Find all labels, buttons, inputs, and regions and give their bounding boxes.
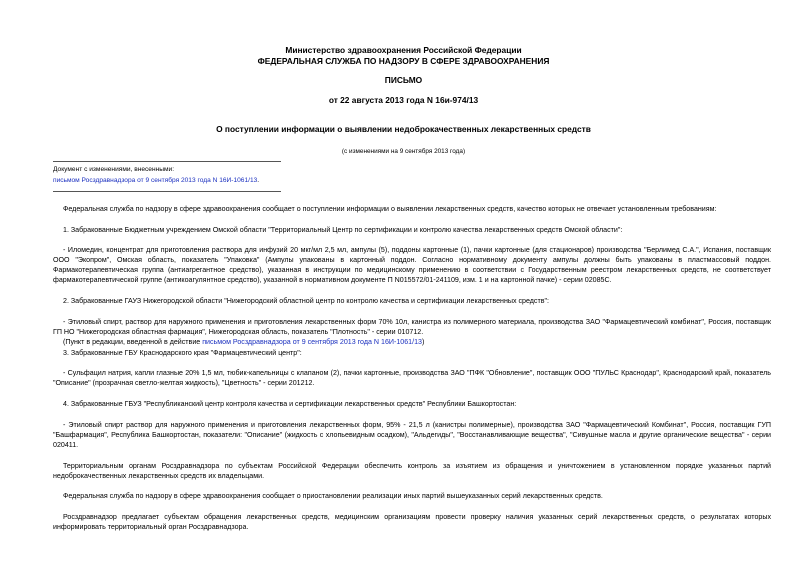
- document-date-number: от 22 августа 2013 года N 16и-974/13: [328, 95, 479, 105]
- paragraph-4-item: - Этиловый спирт раствор для наружного применения и приготовления лекарственных форм, 95% - 21,5 л (канистры полимерные), производства ЗАО "Фармацевтический Комбинат", Россия, поставщик ГУП "Башфармация", Республика Башкортостан, показатели: "Описание" (жидкость с хлопьевидным осадком), "Альдегиды", "Восстанавливающие вещества", "Сивушные масла и другие органические вещества" - серии 020411.: [53, 421, 771, 449]
- paragraph-suspension: Федеральная служба по надзору в сфере здравоохранения сообщает о приостановлении реализации иных партий вышеуказанных серий лекарственных средств.: [63, 492, 603, 500]
- service-name: ФЕДЕРАЛЬНАЯ СЛУЖБА ПО НАДЗОРУ В СФЕРЕ ЗДРАВООХРАНЕНИЯ: [257, 56, 550, 66]
- paragraph-2-amendment: [53, 338, 771, 348]
- document-type: ПИСЬМО: [384, 75, 423, 85]
- amendment-prefix: (Пункт в редакции, введенной в действие: [63, 338, 203, 346]
- paragraph-1-item: - Иломедин, концентрат для приготовления раствора для инфузий 20 мкг/мл 2,5 мл, ампулы (5), поддоны картонные (1), пачки картонные (для стационаров) производства "Берлимед С.А.", Испания, поставщик ООО "Экопром", Омская область, показатель "Упаковка" (Ампулы упакованы в картонный поддон. Согласно нормативному документу ампулы должны быть упакованы в пластмассовый поддон. Фармакотерапевтическая группа (антиагрегантное средство), указанная в инструкции по медицинскому применению в соответствии с Государственным реестром лекарственных средств, не соответствует фармакотерапевтической группе (антикоагулянтное средство), указанной в нормативном документе П N015572/01-241109, изм. 1 и на картонной пачке) - серии 02085С.: [53, 246, 771, 284]
- paragraph-1-heading: 1. Забракованные Бюджетным учреждением Омской области "Территориальный Центр по сертификации и контролю качества лекарственных средств Омской области":: [63, 226, 623, 234]
- document-title: О поступлении информации о выявлении недоброкачественных лекарственных средств: [216, 124, 591, 134]
- amendment-note-line: [53, 175, 353, 186]
- paragraph-3-heading: 3. Забракованные ГБУ Краснодарского края "Фармацевтический центр":: [63, 349, 302, 357]
- paragraph-4-heading: 4. Забракованные ГБУЗ "Республиканский центр контроля качества и сертификации лекарственных средств" Республики Башкортостан:: [63, 400, 517, 408]
- amendment-2-link[interactable]: письмом Росздравнадзора от 9 сентября 2013 года N 16И-1061/13: [202, 338, 422, 346]
- amendment-suffix: ): [422, 338, 425, 346]
- paragraph-3-item: - Сульфацил натрия, капли глазные 20% 1,5 мл, тюбик-капельницы с клапаном (2), пачки картонные, производства ЗАО "ПФК "Обновление", поставщик ООО "ПУЛЬС Краснодар", Краснодарский край, показатель "Описание" (прозрачная светло-желтая жидкость), "Цветность" - серии 201212.: [53, 369, 771, 387]
- paragraph-2-item: - Этиловый спирт, раствор для наружного применения и приготовления лекарственных форм 70% 10л, канистра из полимерного материала, производства ЗАО "Фармацевтический комбинат", Россия, поставщик ГП НО "Нижегородская областная фармация", Нижегородская область, показатель "Плотность" - серии 010712.: [53, 318, 771, 336]
- paragraph-intro: Федеральная служба по надзору в сфере здравоохранения сообщает о поступлении информации о выявлении лекарственных средств, качество которых не отвечает установленным требованиям:: [63, 205, 717, 213]
- paragraph-final: Росздравнадзор предлагает субъектам обращения лекарственных средств, медицинским организациям провести проверку наличия указанных серий лекарственных средств, о результатах которых информировать территориальный орган Росздравнадзора.: [53, 513, 771, 531]
- amendment-note-label: Документ с изменениями, внесенными:: [53, 166, 175, 173]
- amendment-note: [53, 164, 353, 186]
- changes-note: (с изменениями на 9 сентября 2013 года): [341, 148, 466, 155]
- note-bottom-rule: [53, 191, 281, 192]
- amendment-link-tail: .: [257, 177, 260, 184]
- paragraph-2-heading: 2. Забракованные ГАУЗ Нижегородской области "Нижегородский областной центр по контролю качества и сертификации лекарственных средств":: [63, 297, 549, 305]
- paragraph-territorial: Территориальным органам Росздравнадзора по субъектам Российской Федерации обеспечить контроль за изъятием из обращения и уничтожением в установленном порядке указанных партий недоброкачественных лекарственных средств их владельцами.: [53, 462, 771, 480]
- ministry-name: Министерство здравоохранения Российской Федерации: [285, 45, 522, 55]
- note-top-rule: [53, 161, 281, 162]
- amendment-link[interactable]: письмом Росздравнадзора от 9 сентября 2013 года N 16И-1061/13: [53, 177, 258, 184]
